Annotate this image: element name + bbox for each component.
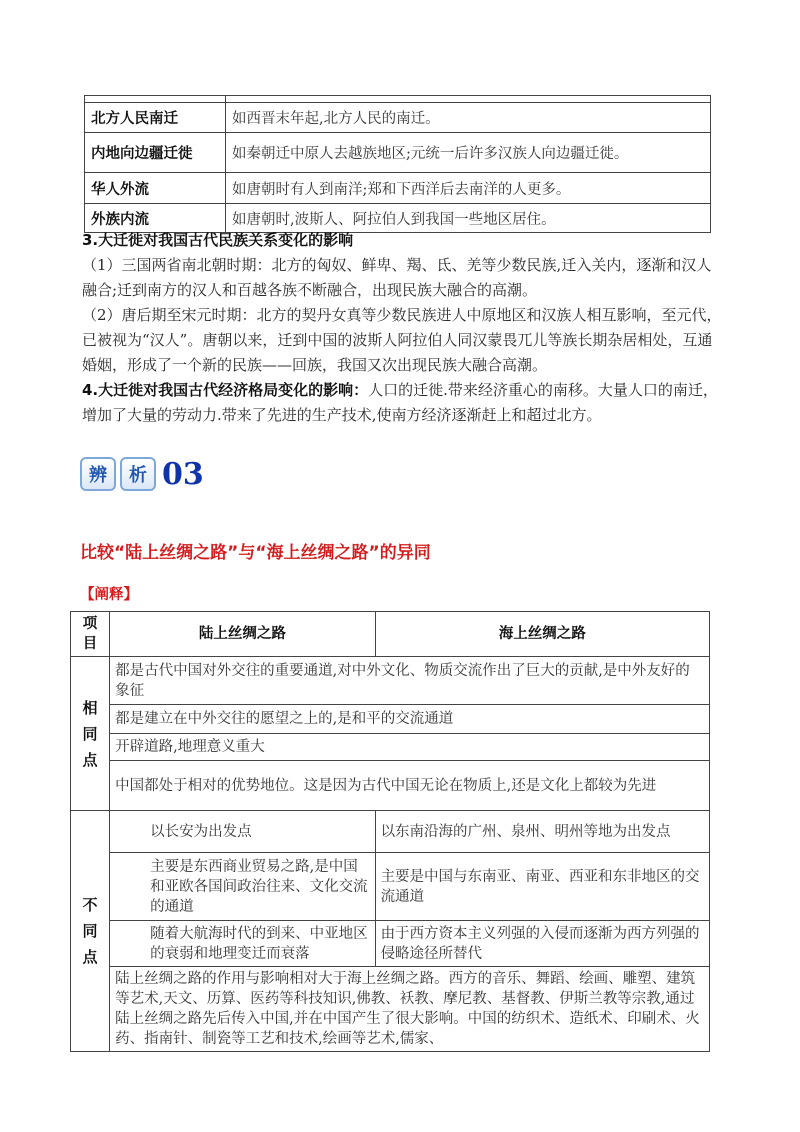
same-cell: 中国都处于相对的优势地位。这是因为古代中国无论在物质上,还是文化上都较为先进: [110, 761, 710, 811]
migration-type: 外族内流: [85, 204, 226, 233]
migration-table: [84, 95, 711, 233]
table-row: [85, 96, 711, 103]
section-badge: [80, 456, 204, 492]
migration-type: 华人外流: [85, 173, 226, 204]
section4-heading: 4.大迁徙对我国古代经济格局变化的影响：: [82, 381, 369, 399]
compare-title: 比较“陆上丝绸之路”与“海上丝绸之路”的异同: [80, 543, 431, 563]
diff-land-cell: 以长安为出发点: [110, 811, 375, 853]
header-item: 项目: [71, 612, 110, 657]
section3-paragraph-1: （1）三国两省南北朝时期：北方的匈奴、鲜卑、羯、氐、羌等少数民族,迁入关内，逐渐和汉人融合;迁到南方的汉人和百越各族不断融合，出现民族大融合的高潮。: [82, 256, 712, 299]
migration-desc: 如唐朝时有人到南洋;郑和下西洋后去南洋的人更多。: [226, 173, 711, 204]
same-cell: 都是古代中国对外交往的重要通道,对中外文化、物质交流作出了巨大的贡献,是中外友好的象征: [110, 657, 710, 705]
compare-table: [70, 611, 710, 1052]
badge-number: 03: [162, 456, 204, 492]
diff-full-cell: 陆上丝绸之路的作用与影响相对大于海上丝绸之路。西方的音乐、舞蹈、绘画、雕塑、建筑等艺术,天文、历算、医药等科技知识,佛教、袄教、摩尼教、基督教、伊斯兰教等宗教,通过陆上丝绸之路先后传入中国,并在中国产生了很大影响。中国的纺织术、造纸术、印刷术、火药、指南针、制瓷等工艺和技术,绘画等艺术,儒家、: [110, 967, 710, 1052]
table-row: [71, 967, 710, 1052]
migration-desc: 如秦朝迁中原人去越族地区;元统一后许多汉族人向边疆迁徙。: [226, 133, 711, 173]
diff-sea-cell: 以东南沿海的广州、泉州、明州等地为出发点: [375, 811, 709, 853]
migration-desc: 如唐朝时,波斯人、阿拉伯人到我国一些地区居住。: [226, 204, 711, 233]
same-label: 相 同 点: [71, 657, 110, 811]
table-row: [85, 173, 711, 204]
badge-char-bian: 辨: [80, 457, 116, 491]
migration-type: 北方人民南迁: [85, 103, 226, 133]
table-row: [71, 921, 710, 967]
table-row: [71, 657, 710, 705]
header-land-route: 陆上丝绸之路: [110, 612, 375, 657]
table-row: [71, 761, 710, 811]
table-row: [71, 734, 710, 761]
table-row: [71, 853, 710, 921]
diff-land-cell: 主要是东西商业贸易之路,是中国和亚欧各国间政治往来、文化交流的通道: [110, 853, 375, 921]
table-header-row: [71, 612, 710, 657]
section4-text: 人口的迁徙.带来经济重心的南移。大量人口的南迁，增加了大量的劳动力.带来了先进的生产技术,使南方经济逐渐赶上和超过北方。: [82, 381, 718, 424]
explain-tag: 【阐释】: [80, 587, 138, 603]
header-sea-route: 海上丝绸之路: [375, 612, 709, 657]
table-row: [85, 133, 711, 173]
migration-desc: 如西晋末年起,北方人民的南迁。: [226, 103, 711, 133]
section3-paragraph-2: （2）唐后期至宋元时期：北方的契丹女真等少数民族进人中原地区和汉族人相互影响，至元代，已被视为“汉人”。唐朝以来，迁到中国的波斯人阿拉伯人同汉蒙畏兀儿等族长期杂居相处，互通婚姻，形成了一个新的民族——回族，我国又次出现民族大融合高潮。: [82, 306, 722, 374]
badge-char-xi: 析: [120, 457, 156, 491]
diff-sea-cell: 主要是中国与东南亚、南亚、西亚和东非地区的交流通道: [375, 853, 709, 921]
table-row: [71, 705, 710, 734]
section3-heading: 3.大迁徙对我国古代民族关系变化的影响: [82, 231, 354, 249]
diff-sea-cell: 由于西方资本主义列强的入侵而逐渐为西方列强的侵略途径所替代: [375, 921, 709, 967]
section4-paragraph: [82, 378, 722, 428]
diff-label: 不 同 点: [71, 811, 110, 1052]
migration-type: 内地向边疆迁徙: [85, 133, 226, 173]
table-row: [71, 811, 710, 853]
diff-land-cell: 随着大航海时代的到来、中亚地区的衰弱和地理变迁而衰落: [110, 921, 375, 967]
same-cell: 都是建立在中外交往的愿望之上的,是和平的交流通道: [110, 705, 710, 734]
table-row: [85, 103, 711, 133]
same-cell: 开辟道路,地理意义重大: [110, 734, 710, 761]
